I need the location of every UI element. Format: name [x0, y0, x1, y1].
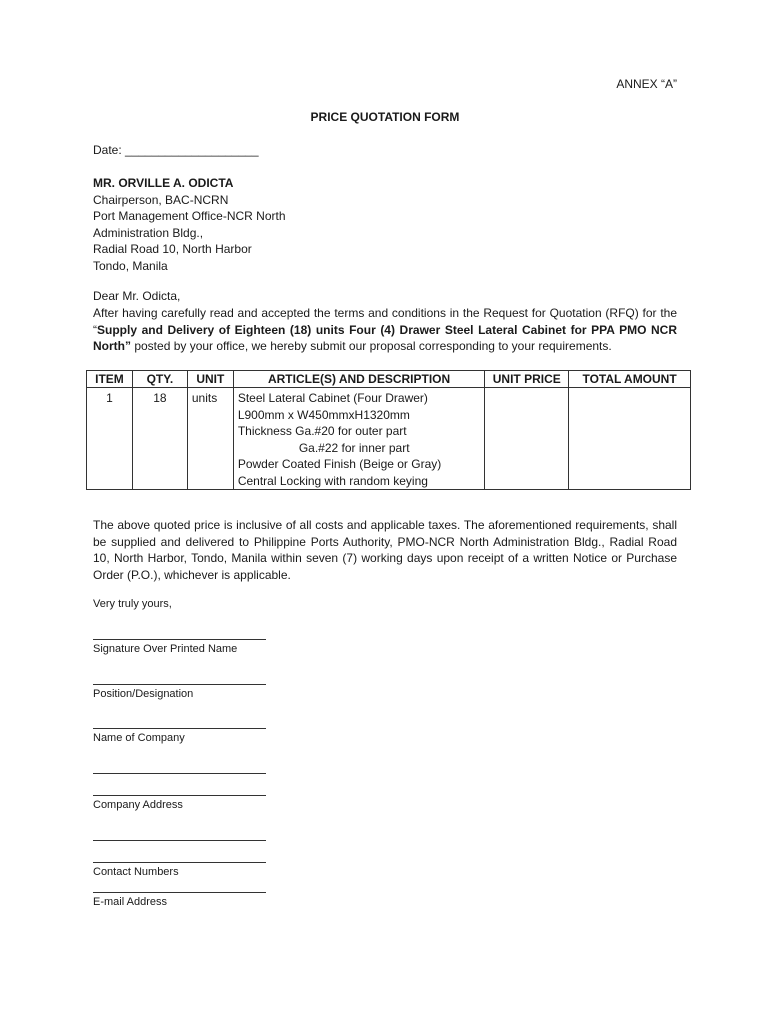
cell-total-amount[interactable] [569, 388, 691, 490]
company-address-line-2[interactable] [93, 795, 266, 796]
addressee-line: Administration Bldg., [93, 225, 204, 240]
addressee-line: Port Management Office-NCR North [93, 209, 286, 223]
signature-line[interactable] [93, 639, 266, 640]
cell-unit: units [187, 388, 233, 490]
company-address-label: Company Address [93, 799, 183, 811]
table-header-row [87, 371, 691, 388]
col-header-qty: QTY. [132, 371, 187, 388]
description-line: Steel Lateral Cabinet (Four Drawer) [237, 391, 428, 405]
cell-unit-price[interactable] [485, 388, 569, 490]
signature-label: Signature Over Printed Name [93, 643, 238, 655]
col-header-unit: UNIT [187, 371, 233, 388]
addressee-block [93, 175, 286, 274]
description-line: Ga.#22 for inner part [298, 440, 410, 455]
valediction: Very truly yours, [93, 598, 172, 610]
email-label: E-mail Address [93, 896, 167, 908]
contact-numbers-line-2[interactable] [93, 862, 266, 863]
col-header-total-amount: TOTAL AMOUNT [569, 371, 691, 388]
company-name-line[interactable] [93, 728, 266, 729]
closing-paragraph: The above quoted price is inclusive of all costs and applicable taxes. The aforementioned requirements, shall be supplied and delivered to Philippine Ports Authority, PMO-NCR North Administration Bldg., Radial Road 10, North Harbor, Tondo, Manila within seven (7) working days upon receipt of a written Notice or Purchase Order (P.O.), whichever is applicable. [93, 518, 677, 582]
quotation-table [86, 370, 691, 490]
addressee-line: Radial Road 10, North Harbor [93, 242, 252, 256]
cell-qty: 18 [132, 388, 187, 490]
table-row [87, 388, 691, 490]
annex-label: ANNEX “A” [616, 77, 677, 91]
intro-text-end: posted by your office, we hereby submit our proposal corresponding to your requirements. [131, 339, 612, 353]
intro-text: After having carefully read and accepted the terms and conditions in the Request for Quotation (RFQ) for the “ [93, 306, 677, 337]
description-line: Powder Coated Finish (Beige or Gray) [237, 457, 442, 471]
addressee-line: Tondo, Manila [93, 258, 168, 273]
contact-numbers-line-1[interactable] [93, 840, 266, 841]
description-line: Central Locking with random keying [237, 473, 428, 488]
date-field: Date: ____________________ [93, 143, 259, 157]
col-header-description: ARTICLE(S) AND DESCRIPTION [233, 371, 485, 388]
contact-numbers-label: Contact Numbers [93, 866, 179, 878]
col-header-item: ITEM [87, 371, 133, 388]
cell-item: 1 [87, 388, 133, 490]
position-line[interactable] [93, 684, 266, 685]
description-line: L900mm x W450mmxH1320mm [237, 407, 410, 422]
addressee-line: Chairperson, BAC-NCRN [93, 192, 229, 207]
form-title: PRICE QUOTATION FORM [310, 110, 460, 124]
addressee-name: MR. ORVILLE A. ODICTA [93, 176, 234, 190]
intro-project-title: Supply and Delivery of Eighteen (18) units Four (4) Drawer Steel Lateral Cabinet for PPA PMO NCR North” [93, 322, 677, 353]
description-line: Thickness Ga.#20 for outer part [237, 424, 407, 438]
cell-description [233, 388, 485, 490]
email-line[interactable] [93, 892, 266, 893]
company-address-line-1[interactable] [93, 773, 266, 774]
position-label: Position/Designation [93, 688, 194, 700]
intro-paragraph [93, 305, 677, 355]
salutation: Dear Mr. Odicta, [93, 289, 181, 303]
company-name-label: Name of Company [93, 732, 185, 744]
col-header-unit-price: UNIT PRICE [485, 371, 569, 388]
